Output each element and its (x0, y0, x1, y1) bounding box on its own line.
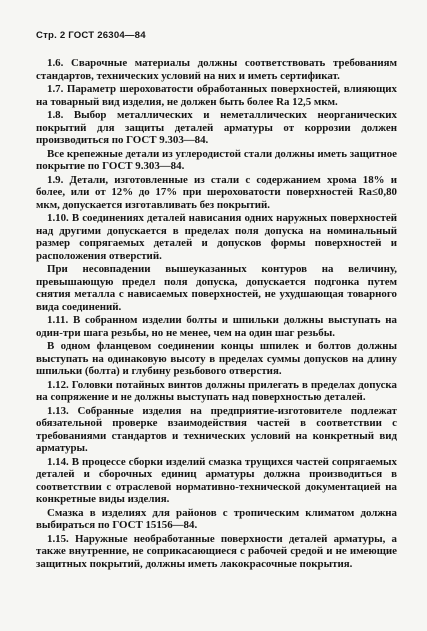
paragraph-contour-mismatch: При несовпадении вышеуказанных контуров на величину, превышающую предел поля допуска, допускается подгонка путем снятия металла с нависаемых поверхностей, не ухудшающая товарного вида соединений. (36, 263, 397, 313)
document-body (36, 57, 397, 571)
paragraph-flange-connection: В одном фланцевом соединении концы шпилек и болтов должны выступать на одинаковую высоту в пределах суммы допусков на длину шпильки (болта) и глубину резьбового отверстия. (36, 340, 397, 377)
paragraph-1-6: 1.6. Сварочные материалы должны соответствовать требованиям стандартов, технических условий на них и иметь сертификат. (36, 57, 397, 82)
paragraph-1-15: 1.15. Наружные необработанные поверхности деталей арматуры, а также внутренние, не соприкасающиеся с рабочей средой и не имеющие защитных покрытий, должны иметь лакокрасочные покрытия. (36, 532, 397, 570)
paragraph-1-10: 1.10. В соединениях деталей нависания одних наружных поверхностей над другими допускается в пределах поля допуска на номинальный размер сопрягаемых деталей и допусков формы поверхностей и расположения отверстий. (36, 212, 397, 262)
page-header: Стр. 2 ГОСТ 26304—84 (36, 30, 146, 41)
paragraph-1-14: 1.14. В процессе сборки изделий смазка трущихся частей сопрягаемых деталей и сборочных единиц арматуры должна производиться в соответствии с отраслевой нормативно-технической документацией на конкретные виды изделия. (36, 455, 397, 505)
paragraph-1-8: 1.8. Выбор металлических и неметаллических неорганических покрытий для защиты деталей арматуры от коррозии должен производиться по ГОСТ 9.303—84. (36, 109, 397, 146)
paragraph-fasteners-coating: Все крепежные детали из углеродистой стали должны иметь защитное покрытие по ГОСТ 9.303—84. (36, 147, 397, 172)
paragraph-1-13: 1.13. Собранные изделия на предприятие-изготовителе подлежат обязательной проверке взаимодействия частей в соответствии с требованиями стандартов и технических условий на конкретный вид арматуры. (36, 404, 397, 454)
paragraph-tropical-lubricant: Смазка в изделиях для районов с тропическим климатом должна выбираться по ГОСТ 15156—84. (36, 506, 397, 531)
paragraph-1-12: 1.12. Головки потайных винтов должны прилегать в пределах допуска на сопряжение и не должны выступать над поверхностью деталей. (36, 378, 397, 403)
paragraph-1-9: 1.9. Детали, изготовленные из стали с содержанием хрома 18% и более, или от 12% до 17% при шероховатости поверхностей Ra≤0,80 мкм, допускается изготавливать без покрытий. (36, 173, 397, 211)
paragraph-1-7: 1.7. Параметр шероховатости обработанных поверхностей, влияющих на товарный вид изделия, не должен быть более Ra 12,5 мкм. (36, 83, 397, 108)
paragraph-1-11: 1.11. В собранном изделии болты и шпильки должны выступать на один-три шага резьбы, но не менее, чем на один шаг резьбы. (36, 314, 397, 339)
